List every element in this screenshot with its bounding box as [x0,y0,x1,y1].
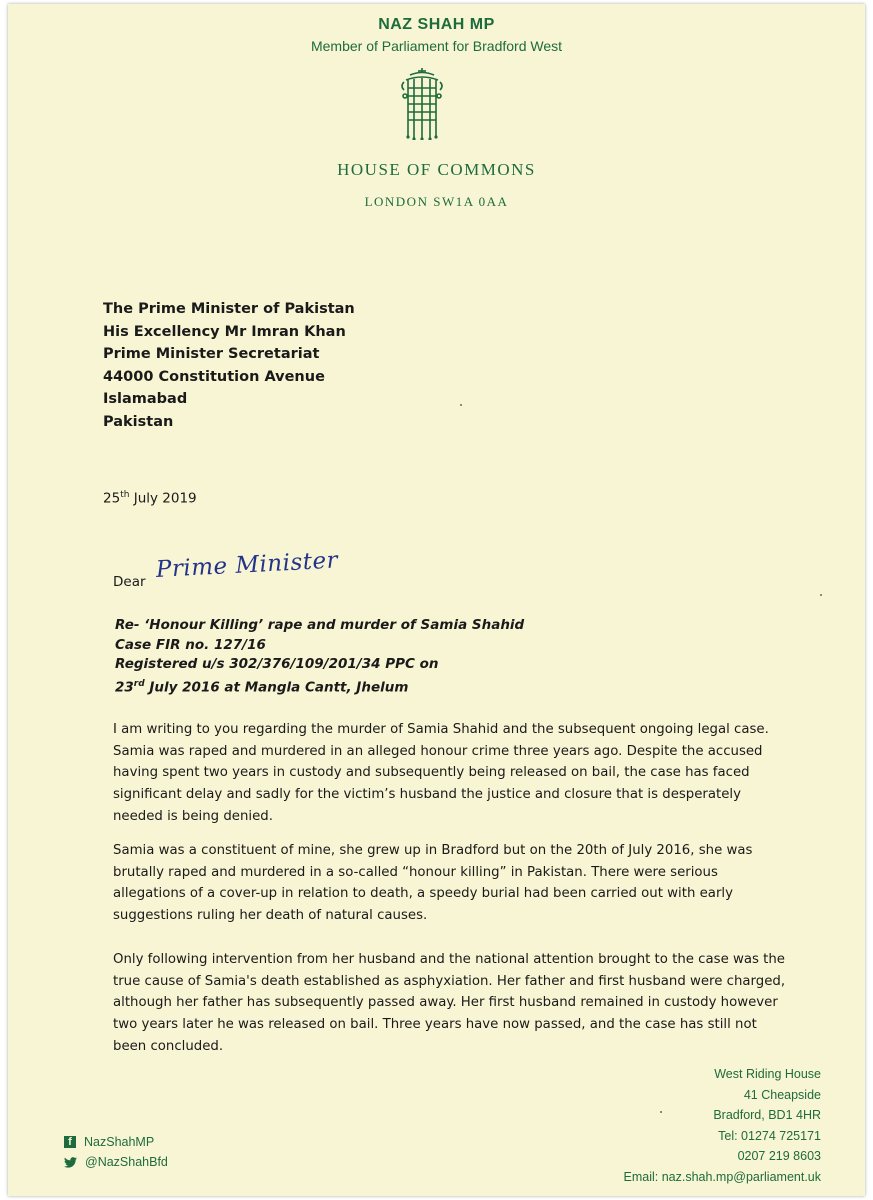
facebook-icon: f [64,1136,76,1148]
mp-role: Member of Parliament for Bradford West [310,38,563,54]
handwritten-salutation: Prime Minister [155,547,339,583]
office-address-line: West Riding House [714,1067,821,1081]
office-telephone: Tel: 01274 725171 [718,1128,821,1143]
paper-speck [460,404,462,406]
paper-speck [660,1111,662,1113]
office-email: Email: naz.shah.mp@parliament.uk [623,1169,821,1184]
recipient-line: His Excellency Mr Imran Khan [103,323,346,340]
subject-line: Re- ‘Honour Killing’ rape and murder of Samia Shahid [115,617,525,633]
mp-name: NAZ SHAH MP [378,16,495,33]
social-links [64,1132,168,1172]
recipient-line: Pakistan [103,413,174,430]
office-contact [624,1064,822,1187]
salutation: Dear [113,574,146,590]
paper-speck [820,594,822,596]
recipient-line: Islamabad [103,391,188,407]
body-paragraph: Only following intervention from her husband and the national attention brought to the case was the true cause of Samia's death established as asphyxiation. Her father and first husband were charged, although her father has subsequently passed away. Her first husband remained in custody however two years later he was released on bail. Three years have now passed, and the case has still not been concluded. [113,952,786,1054]
recipient-line: Prime Minister Secretariat [103,346,320,362]
house-of-commons: HOUSE OF COMMONS [337,160,536,179]
twitter-icon [64,1157,77,1168]
body-paragraph: Samia was a constituent of mine, she grew up in Bradford but on the 20th of July 2016, she was brutally raped and murdered in a so-called “honour killing” in Pakistan. There were serious allegations of a cover-up in relation to death, a speedy burial had been carried out with early suggestions ruling her death of natural causes. [113,843,753,924]
office-address-line: 41 Cheapside [743,1087,821,1102]
twitter-handle: @NazShahBfd [64,1152,168,1172]
westminster-telephone: 0207 219 8603 [737,1149,821,1163]
subject-line: Case FIR no. 127/16 [115,636,266,653]
postal-address: LONDON SW1A 0AA [364,194,509,209]
subject-line: Registered u/s 302/376/109/201/34 PPC on [115,656,439,672]
recipient-line: The Prime Minister of Pakistan [103,301,355,317]
subject-block [115,616,524,698]
facebook-handle: f NazShahMP [64,1132,168,1152]
letter-date: 25th July 2019 [103,490,197,507]
office-address-line: Bradford, BD1 4HR [713,1108,821,1122]
recipient-address [103,298,355,433]
subject-line: 23rd July 2016 at Mangla Cantt, Jhelum [115,678,409,695]
portcullis-icon [400,66,444,140]
body-paragraph: I am writing to you regarding the murder of Samia Shahid and the subsequent ongoing legal case. Samia was raped and murdered in an alleged honour crime three years ago. Despite the accused having spent two years in custody and subsequently being released on bail, the case has faced significant delay and sadly for the victim’s husband the justice and closure that is desperately needed is being denied. [113,722,769,824]
letter-page [8,4,865,1196]
recipient-line: 44000 Constitution Avenue [103,368,325,385]
